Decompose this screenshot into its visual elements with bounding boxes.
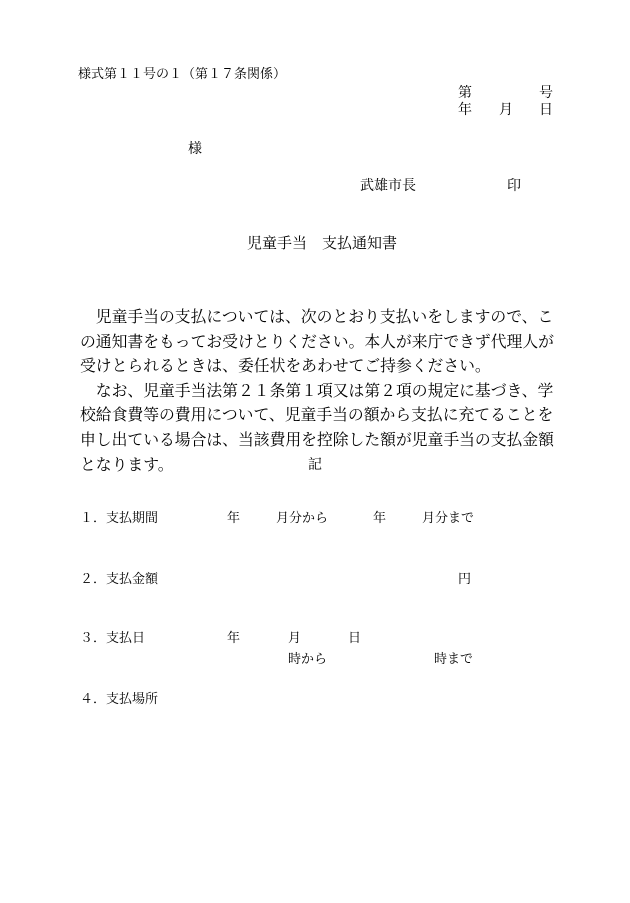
date-year: 年 (458, 102, 472, 118)
body-paragraph-2: なお、児童手当法第２１条第１項又は第２項の規定に基づき、学校給食費等の費用について、児童手当の額から支払に充てることを申し出ている場合は、当該費用を控除した額が児童手当の支払金額となります。 (80, 380, 554, 474)
item-date-to: 時まで (434, 652, 474, 667)
item-amount-unit: 円 (458, 572, 472, 587)
sender-title: 武雄市長 (360, 178, 416, 194)
item-date-from: 時から (288, 652, 328, 667)
item-date-year: 年 (227, 631, 241, 646)
item-amount-label: ２．支払金額 (80, 572, 159, 587)
ki-heading: 記 (308, 457, 322, 473)
addressee-suffix: 様 (188, 141, 202, 157)
document-title: 児童手当 支払通知書 (247, 234, 398, 252)
date-month: 月 (499, 102, 513, 118)
body-text (80, 305, 562, 477)
seal-mark: 印 (507, 178, 521, 194)
item-period-to: 月分まで (422, 511, 475, 526)
date-day: 日 (539, 102, 553, 118)
item-date-day: 日 (348, 631, 362, 646)
body-paragraph-1: 児童手当の支払については、次のとおり支払いをしますので、この通知書をもってお受けとりください。本人が来庁できず代理人が受けとられるときは、委任状をあわせてご持参ください。 (80, 307, 554, 376)
form-number: 様式第１１号の１（第１７条関係） (78, 67, 287, 82)
item-date-label: ３．支払日 (80, 631, 146, 646)
item-period-year2: 年 (373, 511, 387, 526)
item-period-label: １．支払期間 (80, 511, 159, 526)
doc-number-suffix: 号 (539, 85, 553, 101)
doc-number-prefix: 第 (458, 85, 472, 101)
item-period-from: 月分から (276, 511, 329, 526)
item-date-month: 月 (288, 631, 302, 646)
item-period-year1: 年 (227, 511, 241, 526)
item-place-label: ４．支払場所 (80, 692, 159, 707)
